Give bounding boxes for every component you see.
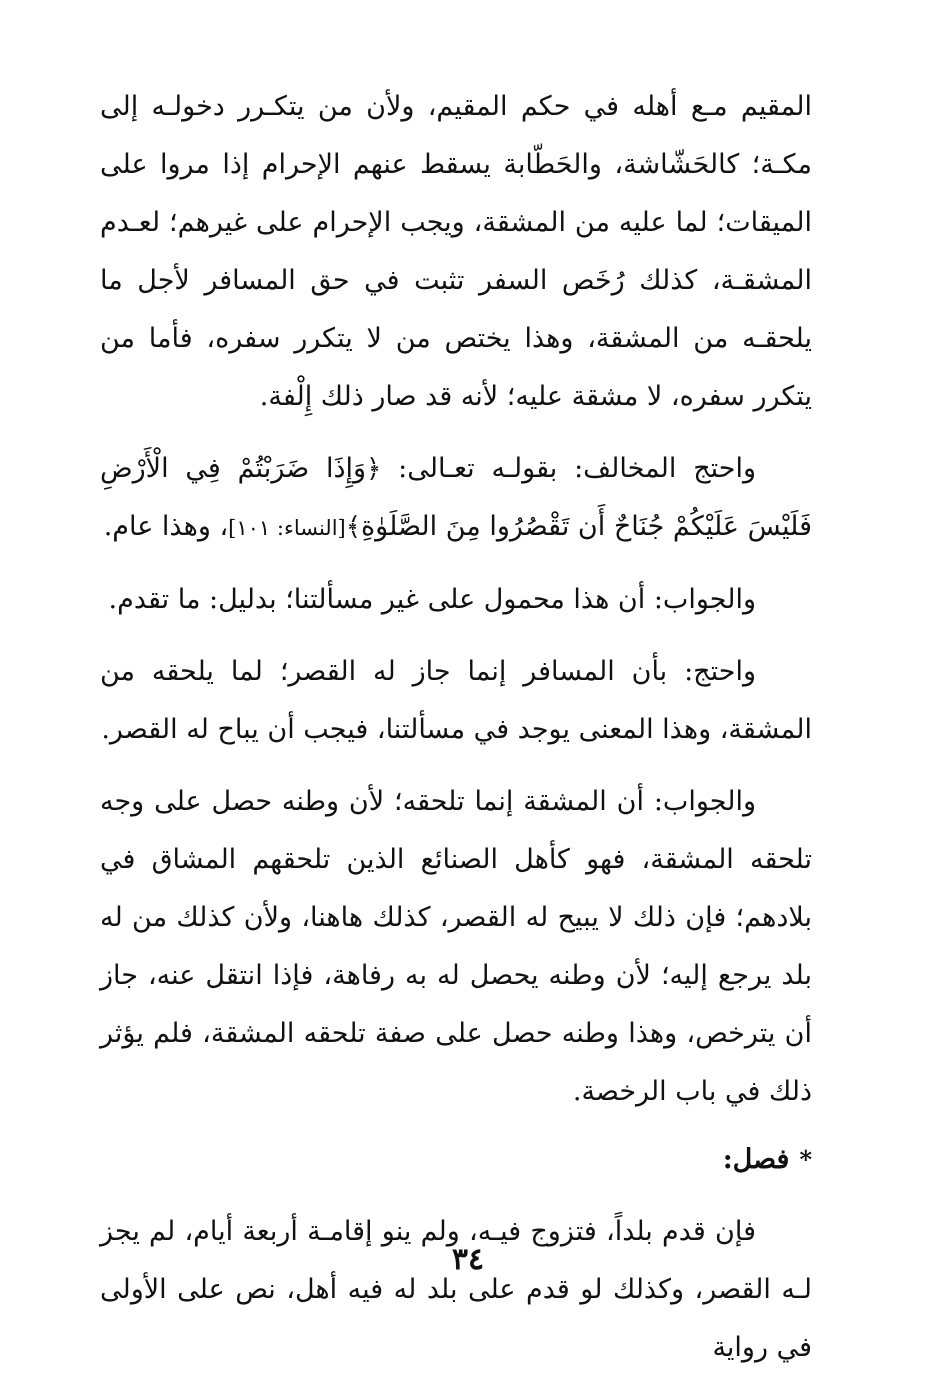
paragraph-1: المقيم مـع أهله في حكم المقيم، ولأن من يتكـرر دخولـه إلى مكـة؛ كالحَشّاشة، والحَطّابة يسقط عنهم الإحرام إذا مروا على الميقات؛ لما عليه من المشقة، ويجب الإحرام على غيرهم؛ لعـدم المشقـة، كذلك رُخَص السفر تثبت في حق المسافر لأجل ما يلحقـه من المشقة، وهذا يختص من لا يتكرر سفره، فأما من يتكرر سفره، لا مشقة عليه؛ لأنه قد صار ذلك إِلْفة. xyxy=(100,91,812,412)
page-number: ٣٤ xyxy=(451,1242,485,1277)
paragraph-2 xyxy=(100,440,812,557)
paragraph-2-intro: واحتج المخالف: بقولـه تعـالى: xyxy=(398,453,757,484)
verse-reference: [النساء: ١٠١] xyxy=(228,516,346,540)
section-heading xyxy=(100,1131,812,1189)
star-icon: * xyxy=(799,1145,812,1174)
paragraph-4: واحتج: بأن المسافر إنما جاز له القصر؛ لما يلحقه من المشقة، وهذا المعنى يوجد في مسألتنا، فيجب أن يباح له القصر. xyxy=(100,656,812,745)
section-title: فصل: xyxy=(722,1144,790,1175)
paragraph-2-end: ، وهذا عام. xyxy=(103,511,229,542)
quran-open-bracket: ﴿ xyxy=(366,454,382,484)
quran-verse: وَإِذَا ضَرَبْتُمْ فِي الْأَرْضِ فَلَيْسَ عَلَيْكُمْ جُنَاحٌ أَن تَقْصُرُوا مِنَ الصَّلَوٰةِ xyxy=(100,453,812,542)
page-text xyxy=(100,78,812,1377)
paragraph-5: والجواب: أن المشقة إنما تلحقه؛ لأن وطنه حصل على وجه تلحقه المشقة، فهو كأهل الصنائع الذين تلحقهم المشاق في بلادهم؛ فإن ذلك لا يبيح له القصر، كذلك هاهنا، ولأن كذلك من له بلد يرجع إليه؛ لأن وطنه يحصل له به رفاهة، فإذا انتقل عنه، جاز أن يترخص، وهذا وطنه حصل على صفة تلحقه المشقة، فلم يؤثر ذلك في باب الرخصة. xyxy=(100,786,812,1107)
quran-close-bracket: ﴾ xyxy=(345,512,361,542)
paragraph-6: فإن قدم بلداً، فتزوج فيـه، ولم ينو إقامـة أربعة أيام، لم يجز لـه القصر، وكذلك لو قدم على بلد له فيه أهل، نص على الأولى في رواية xyxy=(100,1216,812,1363)
paragraph-3: والجواب: أن هذا محمول على غير مسألتنا؛ بدليل: ما تقدم. xyxy=(108,584,756,615)
